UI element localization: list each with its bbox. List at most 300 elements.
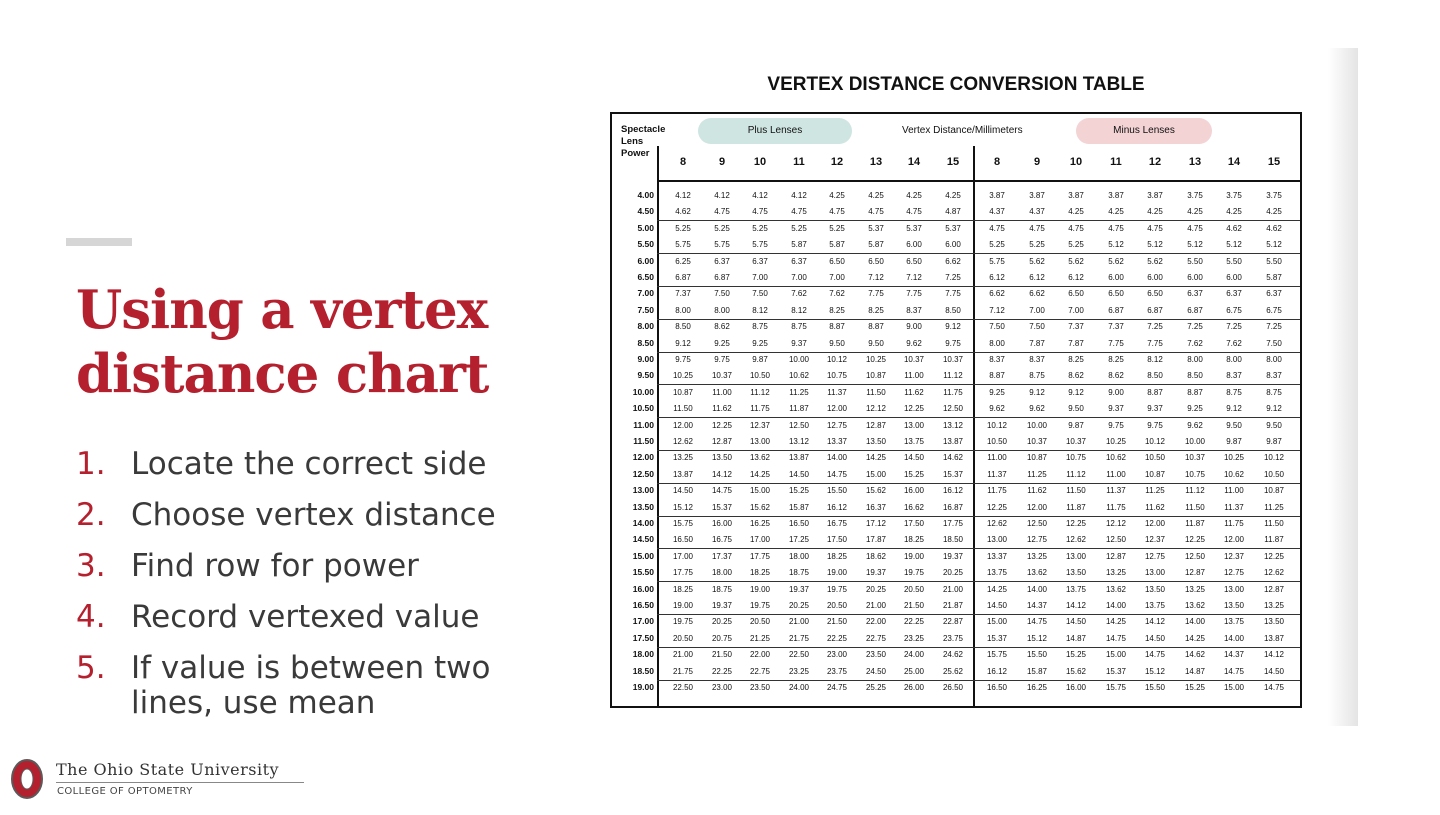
lens-power-cell: 4.50 [637, 206, 654, 217]
logo-divider [56, 782, 304, 783]
table-cell: 5.75 [752, 240, 768, 250]
table-cell: 5.62 [1029, 256, 1045, 266]
table-cell: 16.50 [788, 519, 810, 528]
table-cell: 6.62 [1029, 289, 1045, 299]
table-cell: 10.37 [711, 371, 733, 381]
table-cell: 11.12 [1066, 469, 1086, 479]
table-cell: 15.50 [826, 486, 848, 496]
column-header: 13 [869, 156, 883, 168]
table-cell: 9.62 [1187, 420, 1203, 430]
step-number: 3. [76, 548, 106, 584]
table-cell: 10.87 [1263, 486, 1285, 496]
table-cell: 11.50 [1264, 519, 1284, 528]
table-cell: 4.37 [989, 207, 1005, 217]
table-cell: 14.00 [1105, 601, 1127, 610]
table-cell: 24.00 [788, 683, 810, 692]
lens-power-cell: 8.50 [637, 337, 654, 348]
table-cell: 23.00 [826, 650, 848, 660]
table-row [612, 467, 1300, 483]
lens-power-cell: 17.00 [632, 616, 654, 627]
table-cell: 11.00 [987, 453, 1007, 463]
table-cell: 12.87 [1184, 568, 1206, 578]
table-cell: 14.50 [1263, 666, 1285, 676]
table-cell: 11.00 [1106, 469, 1126, 479]
table-cell: 15.12 [1026, 633, 1048, 643]
table-cell: 15.75 [986, 650, 1008, 660]
table-cell: 9.12 [1266, 404, 1282, 414]
table-cell: 9.37 [791, 338, 807, 348]
table-cell: 14.50 [903, 453, 925, 463]
table-cell: 15.00 [986, 617, 1008, 627]
table-cell: 16.12 [986, 666, 1008, 676]
table-cell: 13.62 [749, 453, 771, 463]
table-cell: 5.12 [1266, 240, 1282, 250]
table-cell: 11.37 [827, 387, 847, 397]
block-o-icon [10, 758, 44, 800]
lens-power-cell: 6.00 [637, 255, 654, 266]
table-cell: 4.75 [1147, 223, 1163, 233]
table-cell: 17.50 [826, 535, 848, 545]
table-cell: 15.87 [788, 502, 810, 512]
table-cell: 11.87 [1066, 502, 1086, 512]
table-cell: 11.00 [1224, 486, 1244, 496]
table-cell: 10.00 [1026, 420, 1048, 430]
table-cell: 15.12 [1144, 666, 1166, 676]
table-cell: 12.12 [865, 404, 887, 414]
table-cell: 4.75 [989, 223, 1005, 233]
table-cell: 14.75 [1223, 666, 1245, 676]
table-cell: 13.75 [986, 568, 1008, 578]
vertex-distance-label: Vertex Distance/Millimeters [902, 125, 1023, 136]
table-cell: 12.62 [672, 437, 694, 446]
table-cell: 14.12 [1263, 650, 1285, 660]
table-row [612, 254, 1300, 270]
table-cell: 16.37 [865, 502, 887, 512]
table-cell: 8.62 [1108, 371, 1124, 381]
table-cell: 12.75 [826, 420, 848, 430]
table-row [612, 614, 1300, 630]
table-cell: 15.00 [865, 469, 887, 479]
table-cell: 16.75 [711, 535, 733, 545]
table-cell: 5.25 [752, 223, 768, 233]
table-cell: 10.25 [865, 355, 887, 364]
table-cell: 14.00 [826, 453, 848, 463]
table-cell: 7.87 [1068, 338, 1084, 348]
table-cell: 21.50 [826, 617, 848, 627]
table-cell: 13.75 [1223, 617, 1245, 627]
table-cell: 13.00 [1223, 584, 1245, 594]
lens-power-cell: 7.00 [637, 288, 654, 299]
table-cell: 8.00 [1226, 355, 1242, 364]
table-cell: 13.00 [903, 420, 925, 430]
table-cell: 13.37 [986, 551, 1008, 561]
column-header: 10 [753, 156, 767, 168]
minus-lenses-label: Minus Lenses [1076, 118, 1212, 144]
table-cell: 5.12 [1226, 240, 1242, 250]
table-cell: 10.62 [1105, 453, 1127, 463]
table-cell: 10.87 [672, 387, 694, 397]
step-item [76, 498, 546, 533]
table-row [612, 303, 1300, 319]
lens-power-cell: 14.50 [632, 534, 654, 545]
table-cell: 17.75 [672, 568, 694, 578]
lens-power-cell: 10.50 [632, 403, 654, 414]
table-cell: 5.12 [1187, 240, 1203, 250]
table-cell: 8.62 [1068, 371, 1084, 381]
table-cell: 9.25 [752, 338, 768, 348]
table-cell: 5.25 [989, 240, 1005, 250]
table-cell: 15.00 [749, 486, 771, 496]
table-cell: 7.12 [989, 305, 1005, 315]
table-row [612, 336, 1300, 352]
table-cell: 9.50 [1226, 420, 1242, 430]
table-cell: 13.75 [1065, 584, 1087, 594]
table-cell: 14.62 [1184, 650, 1206, 660]
table-cell: 6.12 [1068, 273, 1084, 282]
table-cell: 8.50 [1147, 371, 1163, 381]
table-cell: 17.75 [942, 519, 964, 528]
table-cell: 4.75 [1187, 223, 1203, 233]
college-name: COLLEGE OF OPTOMETRY [57, 786, 193, 797]
table-cell: 14.00 [1184, 617, 1206, 627]
table-cell: 7.50 [714, 289, 730, 299]
table-cell: 12.00 [1026, 502, 1048, 512]
table-cell: 6.37 [1266, 289, 1282, 299]
table-cell: 19.00 [749, 584, 771, 594]
table-cell: 5.25 [714, 223, 730, 233]
lens-power-cell: 11.50 [633, 436, 654, 446]
table-cell: 15.25 [1184, 683, 1206, 692]
table-cell: 13.50 [1263, 617, 1285, 627]
table-cell: 11.75 [750, 404, 770, 414]
table-cell: 9.62 [989, 404, 1005, 414]
column-header: 13 [1188, 156, 1202, 168]
table-row [612, 483, 1300, 499]
table-cell: 4.62 [1226, 223, 1242, 233]
table-cell: 20.50 [903, 584, 925, 594]
table-cell: 10.00 [788, 355, 810, 364]
table-cell: 11.25 [1264, 502, 1284, 512]
table-cell: 6.37 [714, 256, 730, 266]
table-cell: 15.62 [865, 486, 887, 496]
table-row [612, 582, 1300, 598]
table-cell: 10.62 [1223, 469, 1245, 479]
table-cell: 19.75 [826, 584, 848, 594]
table-cell: 11.50 [866, 387, 886, 397]
table-row [612, 532, 1300, 548]
table-cell: 4.75 [1029, 223, 1045, 233]
table-cell: 16.12 [942, 486, 964, 496]
table-cell: 6.50 [1068, 289, 1084, 299]
table-cell: 13.87 [672, 469, 694, 479]
lens-power-cell: 12.50 [632, 468, 654, 479]
table-cell: 13.50 [1223, 601, 1245, 610]
table-cell: 3.87 [1029, 191, 1045, 200]
table-cell: 9.25 [989, 387, 1005, 397]
table-row [612, 270, 1300, 286]
table-cell: 4.75 [1068, 223, 1084, 233]
title-accent-bar [66, 238, 132, 246]
table-cell: 21.00 [788, 617, 810, 627]
table-cell: 16.00 [711, 519, 733, 528]
table-cell: 4.75 [906, 207, 922, 217]
table-cell: 10.12 [1144, 437, 1166, 446]
table-cell: 13.25 [1184, 584, 1206, 594]
table-cell: 8.00 [1266, 355, 1282, 364]
column-header: 11 [1110, 156, 1122, 168]
table-cell: 6.75 [1266, 305, 1282, 315]
table-cell: 19.75 [903, 568, 925, 578]
table-cell: 11.87 [1185, 519, 1205, 528]
table-cell: 6.37 [1226, 289, 1242, 299]
table-cell: 11.37 [987, 469, 1007, 479]
table-cell: 16.00 [1065, 683, 1087, 692]
table-cell: 8.75 [752, 322, 768, 332]
table-cell: 19.00 [826, 568, 848, 578]
table-cell: 5.75 [989, 256, 1005, 266]
table-cell: 7.75 [1108, 338, 1124, 348]
table-cell: 8.12 [791, 305, 807, 315]
table-cell: 17.37 [711, 551, 733, 561]
table-cell: 5.37 [945, 223, 961, 233]
table-cell: 6.50 [1147, 289, 1163, 299]
step-item [76, 549, 546, 584]
table-cell: 9.50 [868, 338, 884, 348]
table-cell: 20.25 [711, 617, 733, 627]
table-cell: 17.12 [865, 519, 887, 528]
table-cell: 16.00 [903, 486, 925, 496]
table-cell: 13.00 [1144, 568, 1166, 578]
lens-power-cell: 10.00 [632, 386, 654, 397]
table-cell: 19.37 [788, 584, 810, 594]
table-cell: 13.25 [1263, 601, 1285, 610]
table-cell: 12.50 [942, 404, 964, 414]
table-cell: 12.25 [986, 502, 1008, 512]
table-cell: 5.75 [675, 240, 691, 250]
table-cell: 4.25 [1068, 207, 1084, 217]
lens-power-cell: 6.50 [637, 272, 654, 282]
table-cell: 13.25 [672, 453, 694, 463]
table-cell: 21.75 [788, 633, 810, 643]
table-cell: 9.12 [945, 322, 961, 332]
table-cell: 14.75 [1105, 633, 1127, 643]
university-logo [10, 758, 310, 803]
table-cell: 9.75 [1147, 420, 1163, 430]
table-cell: 23.75 [826, 666, 848, 676]
table-cell: 14.87 [1065, 633, 1087, 643]
table-cell: 11.00 [904, 371, 924, 381]
table-cell: 18.50 [942, 535, 964, 545]
table-cell: 10.50 [1263, 469, 1285, 479]
table-cell: 6.25 [675, 256, 691, 266]
lens-power-cell: 18.50 [632, 665, 654, 676]
table-cell: 10.75 [1065, 453, 1087, 463]
table-cell: 13.50 [865, 437, 887, 446]
column-header: 12 [830, 156, 844, 168]
table-cell: 4.25 [906, 191, 922, 200]
column-header: 9 [718, 156, 726, 168]
table-cell: 3.75 [1187, 191, 1203, 200]
table-cell: 10.50 [749, 371, 771, 381]
table-cell: 4.25 [1108, 207, 1124, 217]
table-cell: 20.25 [865, 584, 887, 594]
table-cell: 15.75 [672, 519, 694, 528]
lens-power-cell: 16.50 [632, 600, 654, 610]
table-cell: 8.50 [675, 322, 691, 332]
table-cell: 15.12 [672, 502, 694, 512]
table-cell: 14.25 [1184, 633, 1206, 643]
table-cell: 22.87 [942, 617, 964, 627]
step-text: Locate the correct side [131, 446, 487, 482]
table-cell: 10.75 [1184, 469, 1206, 479]
table-cell: 9.00 [906, 322, 922, 332]
table-cell: 21.00 [942, 584, 964, 594]
table-cell: 18.75 [711, 584, 733, 594]
column-header: 12 [1148, 156, 1162, 168]
table-cell: 11.75 [1106, 502, 1126, 512]
table-cell: 8.50 [1187, 371, 1203, 381]
table-cell: 11.62 [1027, 486, 1047, 496]
table-cell: 5.25 [1068, 240, 1084, 250]
table-cell: 10.50 [1144, 453, 1166, 463]
table-cell: 13.62 [1026, 568, 1048, 578]
table-cell: 13.87 [788, 453, 810, 463]
table-cell: 15.37 [986, 633, 1008, 643]
table-cell: 10.37 [1026, 437, 1048, 446]
column-header: 9 [1033, 156, 1041, 168]
table-cell: 12.62 [1065, 535, 1087, 545]
table-cell: 22.75 [865, 633, 887, 643]
table-cell: 7.75 [906, 289, 922, 299]
table-cell: 17.00 [672, 551, 694, 561]
table-cell: 3.75 [1226, 191, 1242, 200]
table-cell: 10.12 [1263, 453, 1285, 463]
table-cell: 14.12 [1065, 601, 1087, 610]
table-cell: 12.00 [826, 404, 848, 414]
table-cell: 13.50 [1144, 584, 1166, 594]
table-cell: 9.37 [1147, 404, 1163, 414]
table-cell: 18.00 [788, 551, 810, 561]
table-cell: 18.25 [903, 535, 925, 545]
table-cell: 7.00 [829, 273, 845, 282]
table-cell: 15.37 [1105, 666, 1127, 676]
table-cell: 7.37 [1108, 322, 1124, 332]
table-cell: 15.37 [942, 469, 964, 479]
table-cell: 11.87 [1264, 535, 1284, 545]
table-cell: 9.00 [1108, 387, 1124, 397]
table-cell: 14.12 [711, 469, 733, 479]
table-cell: 8.00 [1187, 355, 1203, 364]
table-cell: 26.50 [942, 683, 964, 692]
table-cell: 22.50 [672, 683, 694, 692]
table-cell: 14.25 [865, 453, 887, 463]
table-cell: 13.50 [711, 453, 733, 463]
table-cell: 12.50 [1184, 551, 1206, 561]
table-cell: 7.00 [1068, 305, 1084, 315]
table-cell: 5.87 [829, 240, 845, 250]
table-cell: 6.00 [945, 240, 961, 250]
table-cell: 24.00 [903, 650, 925, 660]
table-cell: 22.25 [826, 633, 848, 643]
table-cell: 4.25 [829, 191, 845, 200]
lens-power-cell: 9.00 [637, 354, 654, 364]
table-cell: 14.00 [1223, 633, 1245, 643]
table-cell: 3.87 [1068, 191, 1084, 200]
table-row [612, 565, 1300, 581]
table-cell: 19.37 [711, 601, 733, 610]
table-cell: 15.50 [1144, 683, 1166, 692]
table-row [612, 188, 1300, 204]
table-cell: 14.37 [1026, 601, 1048, 610]
table-cell: 15.25 [903, 469, 925, 479]
table-cell: 14.50 [1144, 633, 1166, 643]
table-cell: 25.25 [865, 683, 887, 692]
table-cell: 8.37 [1266, 371, 1282, 381]
table-cell: 5.87 [1266, 273, 1282, 282]
table-cell: 16.87 [942, 502, 964, 512]
header-rule [657, 180, 1300, 182]
column-header: 10 [1069, 156, 1083, 168]
table-row [612, 549, 1300, 565]
table-cell: 4.25 [1226, 207, 1242, 217]
table-cell: 14.50 [1065, 617, 1087, 627]
table-cell: 6.87 [1147, 305, 1163, 315]
table-cell: 10.37 [903, 355, 925, 364]
table-cell: 12.75 [1223, 568, 1245, 578]
table-cell: 5.87 [791, 240, 807, 250]
table-cell: 10.75 [826, 371, 848, 381]
table-cell: 8.25 [1068, 355, 1084, 364]
table-cell: 14.25 [986, 584, 1008, 594]
table-row [612, 352, 1300, 368]
table-cell: 16.12 [826, 502, 848, 512]
table-cell: 8.25 [1108, 355, 1124, 364]
step-text: Choose vertex distance [131, 497, 496, 533]
table-cell: 7.00 [791, 273, 807, 282]
table-cell: 12.87 [1105, 551, 1127, 561]
column-header: 15 [946, 156, 960, 168]
lens-power-cell: 7.50 [637, 304, 654, 315]
table-cell: 13.87 [1263, 633, 1285, 643]
table-cell: 8.00 [675, 305, 691, 315]
table-cell: 7.75 [1147, 338, 1163, 348]
table-cell: 5.37 [868, 223, 884, 233]
table-cell: 19.00 [903, 551, 925, 561]
table-cell: 15.87 [1026, 666, 1048, 676]
table-cell: 9.62 [906, 338, 922, 348]
table-cell: 14.75 [711, 486, 733, 496]
table-cell: 23.75 [942, 633, 964, 643]
lens-power-cell: 18.00 [632, 649, 654, 660]
table-cell: 7.12 [868, 273, 884, 282]
table-cell: 8.12 [1147, 355, 1163, 364]
table-cell: 13.87 [942, 437, 964, 446]
conversion-table [610, 112, 1302, 708]
table-cell: 9.25 [1187, 404, 1203, 414]
table-cell: 22.75 [749, 666, 771, 676]
lens-power-cell: 9.50 [637, 370, 654, 381]
table-cell: 4.75 [1108, 223, 1124, 233]
table-cell: 9.75 [675, 355, 691, 364]
table-cell: 6.62 [989, 289, 1005, 299]
table-cell: 3.87 [1147, 191, 1163, 200]
table-cell: 17.87 [865, 535, 887, 545]
table-cell: 12.12 [1105, 519, 1127, 528]
table-row [612, 319, 1300, 335]
table-cell: 15.62 [1065, 666, 1087, 676]
power-column-header: Spectacle Lens Power [621, 124, 666, 159]
table-cell: 7.62 [1187, 338, 1203, 348]
